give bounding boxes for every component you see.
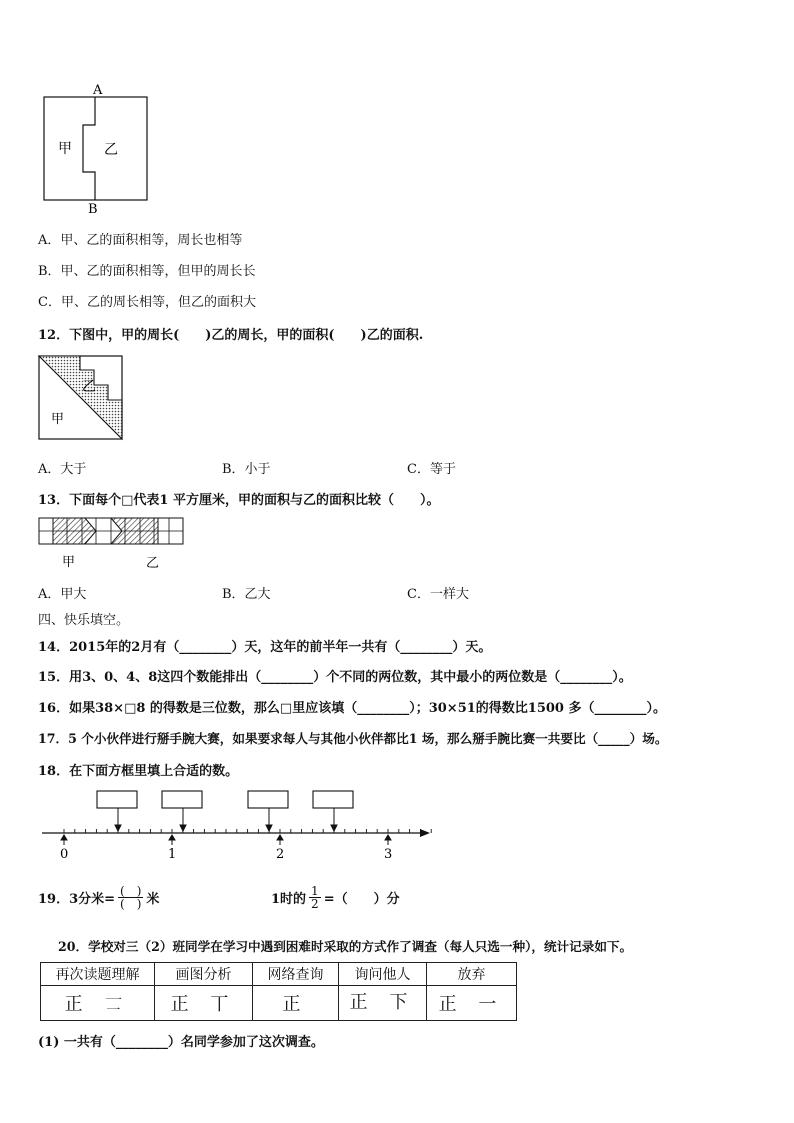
q19-right-numerator: 1	[311, 883, 319, 898]
q18-box-1[interactable]	[97, 791, 137, 808]
q20-header-cell: 再次读题理解	[41, 963, 155, 986]
q20-tally-table	[40, 962, 517, 1021]
q18-box-2[interactable]	[162, 791, 202, 808]
q18-unit-arrows	[61, 835, 391, 845]
q13-text: 13．下面每个□代表1 平方厘米，甲的面积与乙的面积比较（ ）。	[38, 493, 440, 508]
q19-right-prefix: 1时的	[271, 891, 307, 907]
q15-text: 15．用3、0、4、8这四个数能排出（________）个不同的两位数，其中最小的两位数是（________）。	[38, 670, 632, 685]
q20-text: 20．学校对三（2）班同学在学习中遇到困难时采取的方式作了调查（每人只选一种），统计记录如下。	[58, 939, 633, 954]
q18-text: 18．在下面方框里填上合适的数。	[38, 764, 239, 779]
q19-left-suffix: 米	[146, 891, 160, 907]
q18-box-arrows	[115, 808, 337, 831]
q12-option-c: C．等于	[407, 462, 456, 477]
section-4-heading: 四、快乐填空。	[38, 613, 130, 628]
q12-label-jia: 甲	[51, 412, 65, 427]
q13-option-b: B．乙大	[222, 587, 271, 602]
q13-figure	[38, 516, 188, 574]
q12-figure	[36, 353, 128, 443]
q20-tally-row	[41, 986, 517, 1021]
q19-left-numerator[interactable]: ( )	[120, 883, 142, 898]
q19-right-fraction	[309, 885, 321, 910]
q19-left-prefix: 19．3分米=	[38, 891, 116, 907]
q20-tally-cell: 正 一	[427, 986, 517, 1021]
q18-tick-label-3: 3	[384, 847, 393, 862]
q19-right-suffix: =（ ）分	[323, 891, 400, 907]
q11-label-a: A	[93, 83, 103, 98]
q20-tally-cell: 正 丅	[155, 986, 253, 1021]
q18-axis-arrow	[420, 829, 430, 837]
q11-figure	[38, 80, 158, 216]
q18-answer-boxes	[97, 791, 353, 808]
q19-left-denominator[interactable]: ( )	[120, 896, 142, 911]
q13-option-c: C．一样大	[407, 587, 469, 602]
q11-label-b: B	[88, 202, 98, 216]
q17-text: 17．5 个小伙伴进行掰手腕大赛，如果要求每人与其他小伙伴都比1 场，那么掰手腕比赛一共要比（_____）场。	[38, 731, 668, 746]
q12-text: 12．下图中，甲的周长( )乙的周长，甲的面积( )乙的面积.	[38, 328, 424, 343]
q20-header-cell: 画图分析	[155, 963, 253, 986]
q20-tally-cell: 正 𠄟	[41, 986, 155, 1021]
q20-header-cell: 放弃	[427, 963, 517, 986]
q20-header-cell: 询问他人	[339, 963, 427, 986]
q20-sub1: (1) 一共有（________）名同学参加了这次调查。	[38, 1035, 324, 1050]
q20-header-row	[41, 963, 517, 986]
q13-label-yi: 乙	[146, 556, 160, 571]
q14-text: 14．2015年的2月有（________）天，这年的前半年一共有（________）天。	[38, 640, 492, 655]
q11-option-c: C．甲、乙的周长相等，但乙的面积大	[38, 295, 256, 310]
q11-option-b: B．甲、乙的面积相等，但甲的周长长	[38, 264, 256, 279]
q19-right	[271, 876, 400, 918]
q19-right-denominator: 2	[311, 896, 319, 911]
q19-left-fraction	[118, 885, 143, 910]
q12-option-a: A．大于	[38, 462, 87, 477]
q18-box-4[interactable]	[313, 791, 353, 808]
q11-divider	[83, 97, 95, 200]
q18-number-line	[36, 785, 436, 863]
q18-tick-label-0: 0	[60, 847, 69, 862]
q11-option-a: A．甲、乙的面积相等，周长也相等	[38, 233, 243, 248]
q13-label-jia: 甲	[62, 555, 76, 570]
q13-option-a: A．甲大	[38, 587, 87, 602]
q18-tick-label-2: 2	[276, 847, 285, 862]
q11-label-jia: 甲	[58, 141, 72, 157]
q12-option-b: B．小于	[222, 462, 271, 477]
q20-tally-cell: 正 下	[339, 986, 427, 1021]
q19-left	[38, 876, 159, 918]
q11-label-yi: 乙	[104, 142, 118, 158]
q20-tally-cell: 正	[253, 986, 339, 1021]
q20-header-cell: 网络查询	[253, 963, 339, 986]
q12-label-yi: 乙	[82, 379, 96, 395]
q16-text: 16．如果38×□8 的得数是三位数，那么□里应该填（________）；30×51的得数比1500 多（________）。	[38, 701, 666, 716]
q18-box-3[interactable]	[248, 791, 288, 808]
q18-tick-label-1: 1	[168, 847, 177, 862]
